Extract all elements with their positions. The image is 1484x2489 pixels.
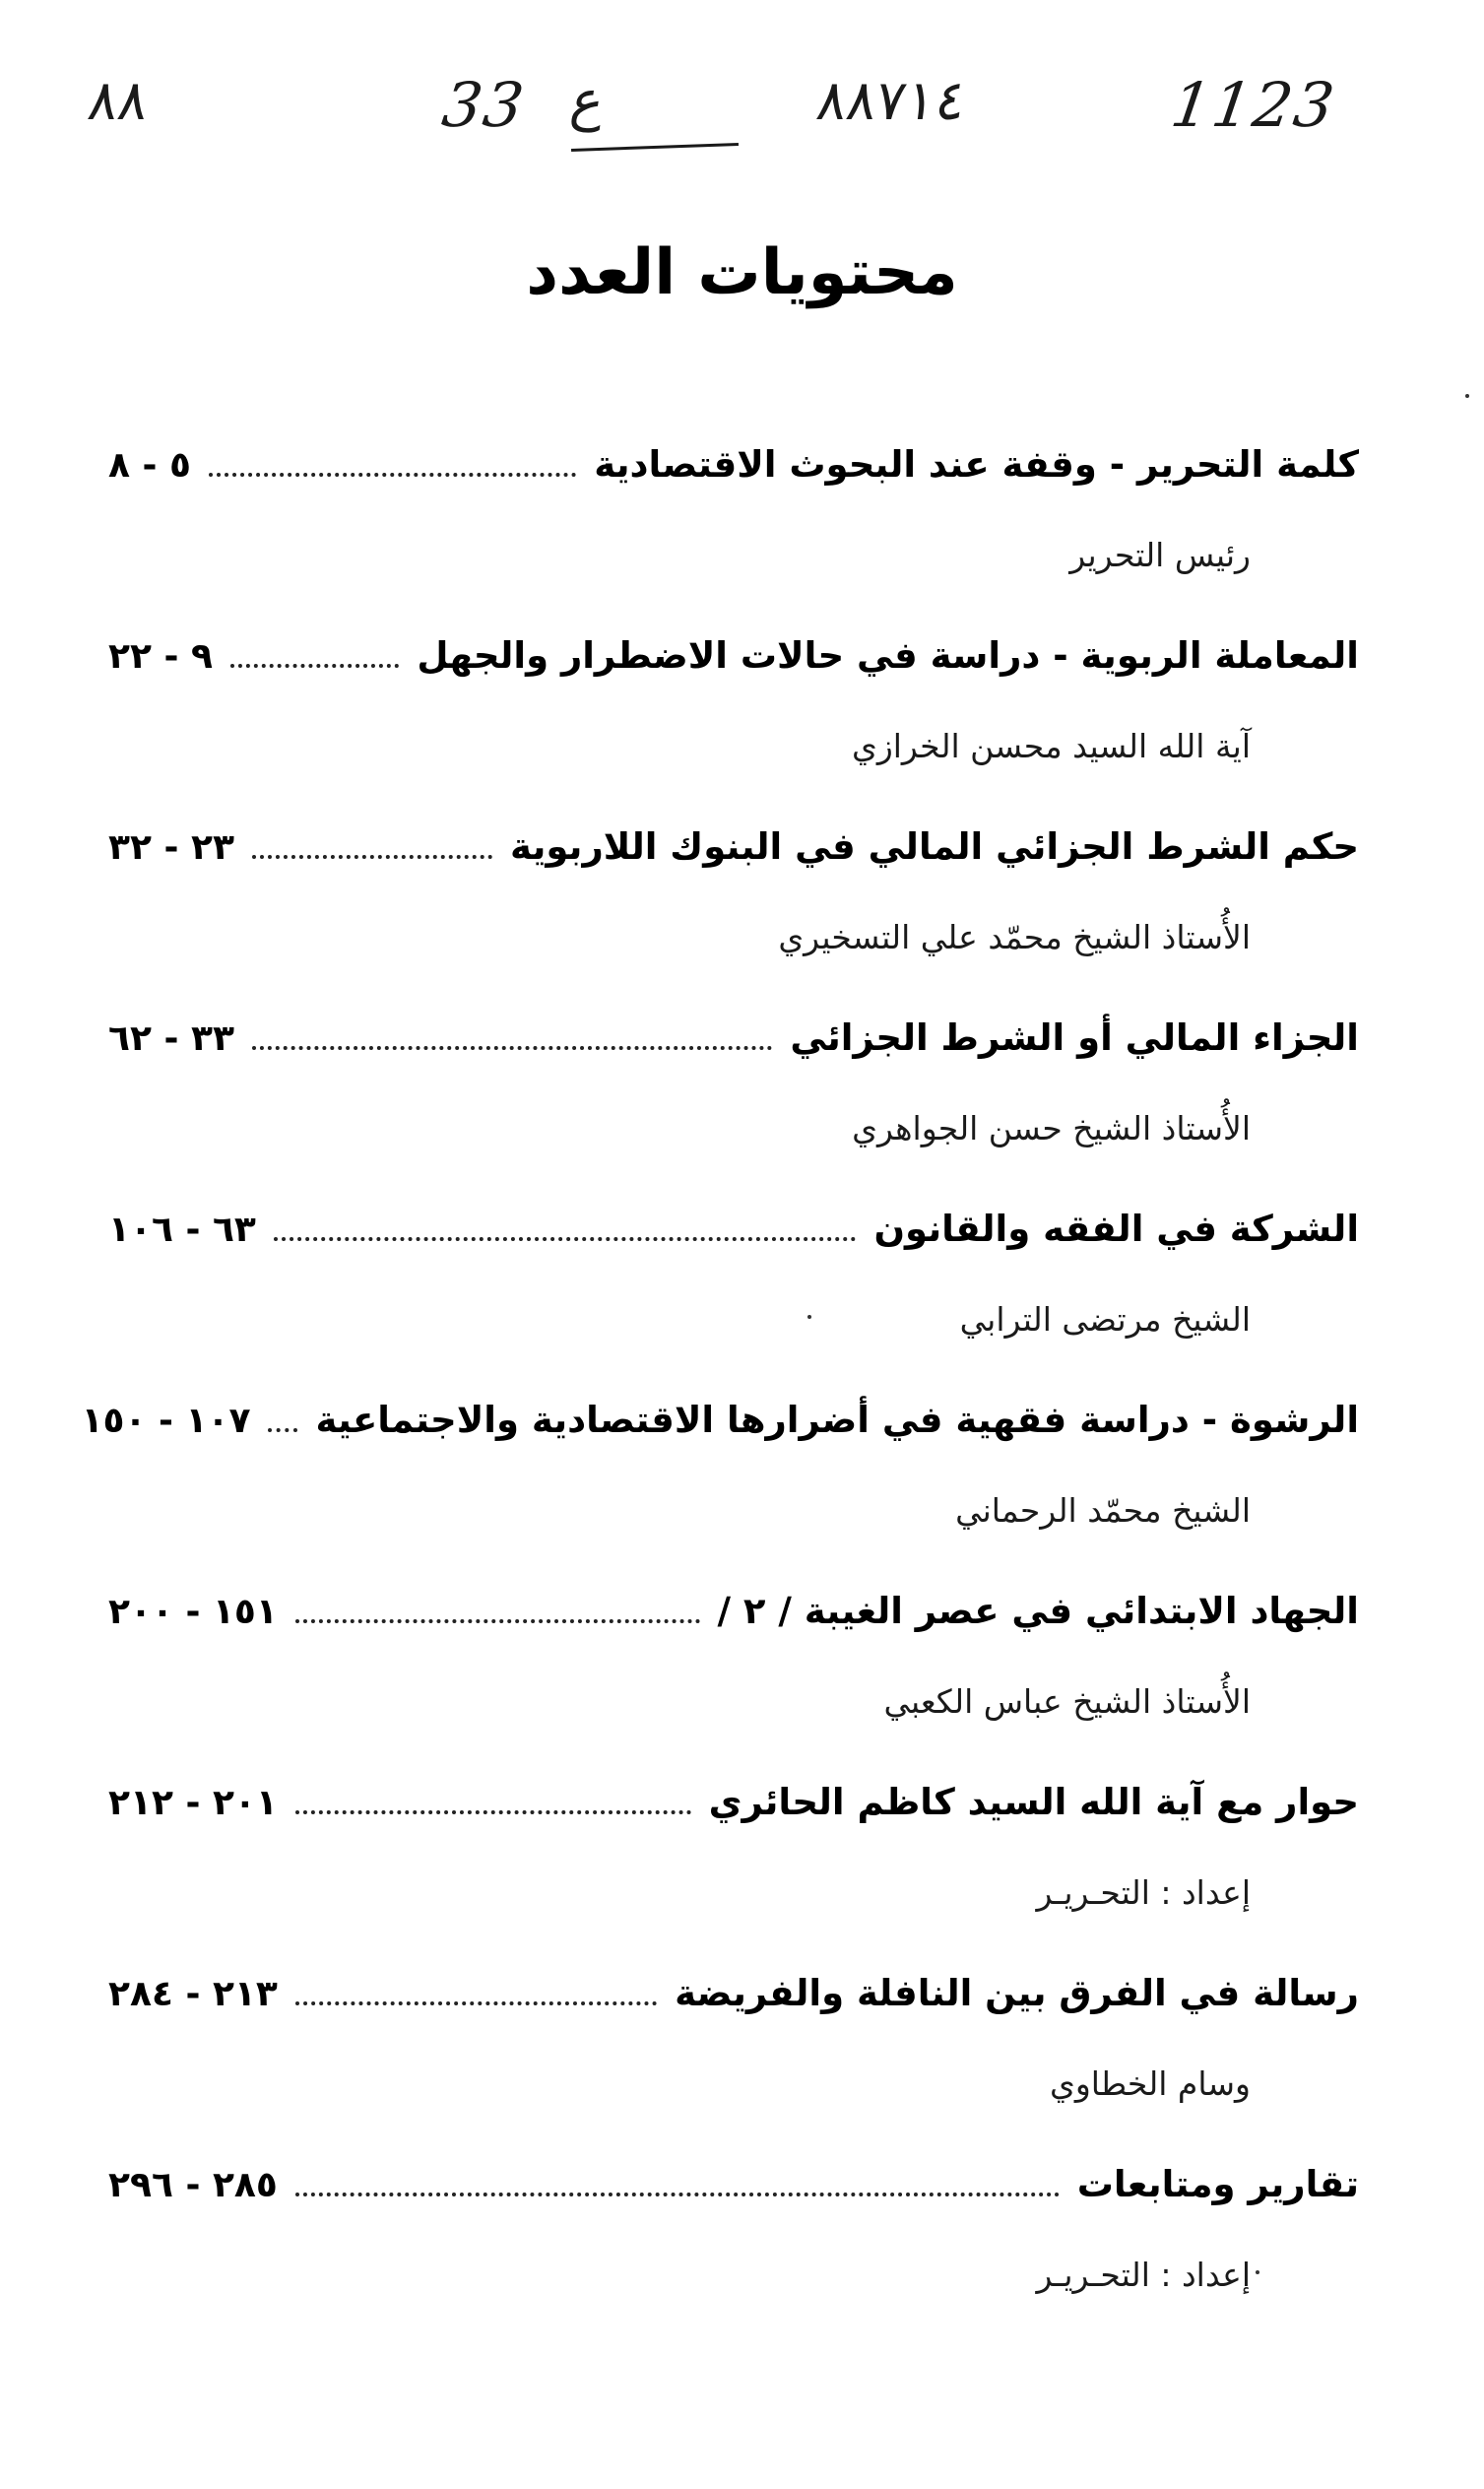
- toc-entry-title: حكم الشرط الجزائي المالي في البنوك اللاربوية: [510, 825, 1359, 868]
- toc-entry-pages: ٢٨٥ - ٢٩٦: [108, 2165, 278, 2205]
- handwritten-note: 1123: [1166, 69, 1340, 141]
- toc-entry-line: [108, 825, 1359, 894]
- toc-entry-line: [108, 634, 1359, 703]
- toc-entry-line: [81, 1399, 1359, 1468]
- toc-entry-author: وسام الخطاوي: [1050, 2064, 1251, 2103]
- toc-entry-author: آية الله السيد محسن الخرازي: [852, 727, 1251, 765]
- toc-entry-title: حوار مع آية الله السيد كاظم الحائري: [708, 1781, 1359, 1823]
- toc-leader-dots: [295, 1797, 691, 1814]
- toc-entry-pages: ٩ - ٢٢: [108, 636, 213, 677]
- toc-entry: [81, 1399, 1359, 1590]
- toc-entry: [108, 1781, 1359, 1972]
- toc-entry-author: الأُستاذ الشيخ محمّد علي التسخيري: [778, 918, 1251, 956]
- toc-entry-author: الأُستاذ الشيخ حسن الجواهري: [852, 1109, 1251, 1147]
- toc-leader-dots: [209, 459, 576, 477]
- toc-entry-title: الرشوة - دراسة فقهية في أضرارها الاقتصادية والاجتماعية: [315, 1399, 1359, 1441]
- scan-speck: [807, 1315, 811, 1319]
- toc-entry-author: الشيخ مرتضى الترابي: [959, 1300, 1251, 1339]
- toc-entry-title: الجزاء المالي أو الشرط الجزائي: [790, 1016, 1359, 1059]
- toc-entry-author: إعداد : التحـريـر: [1036, 1873, 1251, 1912]
- toc-entry-author: الشيخ محمّد الرحماني: [955, 1491, 1251, 1530]
- toc-entry-pages: ٢٠١ - ٢١٢: [108, 1783, 278, 1823]
- toc-entry-title: كلمة التحرير - وقفة عند البحوث الاقتصادية: [594, 443, 1359, 486]
- toc-entry: [108, 1016, 1359, 1208]
- toc-entry-line: [108, 1208, 1359, 1277]
- toc-entry-author: رئيس التحرير: [1069, 536, 1251, 574]
- toc-entry: [108, 1972, 1359, 2163]
- toc-entry-line: [108, 443, 1359, 512]
- toc-leader-dots: [274, 1223, 857, 1241]
- page-title: محتويات العدد: [526, 236, 958, 309]
- toc-entry-title: الشركة في الفقه والقانون: [873, 1208, 1359, 1250]
- toc-entry-line: [108, 1972, 1359, 2041]
- toc-leader-dots: [295, 2179, 1060, 2196]
- toc-entry-title: الجهاد الابتدائي في عصر الغيبة / ٢ /: [717, 1590, 1359, 1632]
- handwritten-stroke: [571, 143, 739, 152]
- handwritten-note: ٨٨٧١٤: [812, 69, 970, 133]
- table-of-contents: [81, 443, 1359, 2354]
- handwritten-annotations: [84, 69, 1340, 187]
- toc-entry: [108, 1590, 1359, 1781]
- toc-entry: [108, 443, 1359, 634]
- handwritten-note: ع: [566, 69, 609, 133]
- handwritten-note: 33: [437, 69, 531, 141]
- toc-entry-pages: ١٥١ - ٢٠٠: [108, 1592, 278, 1632]
- toc-entry-title: تقارير ومتابعات: [1076, 2163, 1359, 2205]
- toc-entry-line: [108, 1781, 1359, 1850]
- scan-speck: [1465, 394, 1469, 398]
- toc-entry-line: [108, 1590, 1359, 1659]
- toc-entry: [108, 825, 1359, 1016]
- toc-leader-dots: [295, 1605, 700, 1623]
- toc-entry-pages: ٢١٣ - ٢٨٤: [108, 1974, 278, 2014]
- toc-entry: [108, 2163, 1359, 2354]
- toc-entry-title: رسالة في الفرق بين النافلة والفريضة: [675, 1972, 1359, 2014]
- handwritten-note: ٨٨: [84, 69, 153, 133]
- toc-leader-dots: [230, 650, 399, 668]
- toc-entry-pages: ٦٣ - ١٠٦: [108, 1210, 256, 1250]
- toc-entry-pages: ٥ - ٨: [108, 445, 191, 486]
- toc-entry-author: الأُستاذ الشيخ عباس الكعبي: [883, 1682, 1251, 1721]
- toc-entry-line: [108, 1016, 1359, 1085]
- toc-entry: [108, 634, 1359, 825]
- toc-leader-dots: [295, 1988, 657, 2005]
- toc-entry-pages: ١٠٧ - ١٥٠: [81, 1401, 251, 1441]
- toc-leader-dots: [252, 1032, 772, 1050]
- toc-leader-dots: [252, 841, 492, 859]
- scan-speck: [1256, 2270, 1259, 2274]
- toc-entry-line: [108, 2163, 1359, 2232]
- toc-entry-pages: ٣٣ - ٦٢: [108, 1018, 234, 1059]
- toc-entry-pages: ٢٣ - ٣٢: [108, 827, 234, 868]
- toc-leader-dots: [268, 1414, 297, 1432]
- toc-entry: [108, 1208, 1359, 1399]
- toc-entry-author: إعداد : التحـريـر: [1036, 2256, 1251, 2294]
- toc-entry-title: المعاملة الربوية - دراسة في حالات الاضطرار والجهل: [417, 634, 1359, 677]
